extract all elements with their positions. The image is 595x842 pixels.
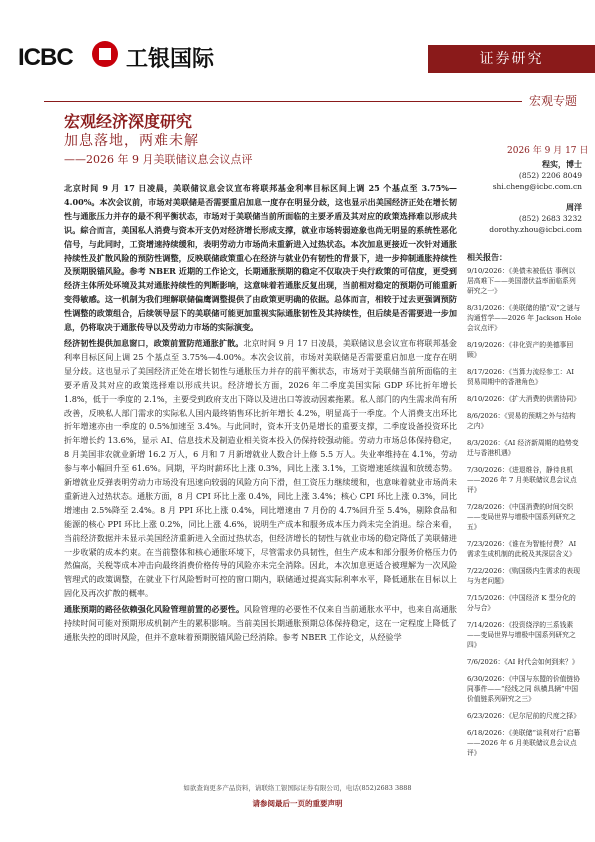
related-report-title: 《非化资产的美德事回顾》	[467, 341, 574, 359]
related-report-title: 《中国经济 K 型分化的分与合》	[467, 594, 576, 612]
sub-label: 宏观专题	[528, 94, 577, 108]
icbci-logo-cn: 工银国际	[126, 47, 215, 72]
related-report-date: 7/30/2026：	[467, 466, 509, 474]
footer-contact: 如欲查询更多产品资料，请联络工银国际证券有限公司，电话(852)2683 3888	[183, 784, 412, 792]
related-report-title: 《美联储的锚“双”之谜与沟通哲学——2026 年 Jackson Hole 会议点评》	[467, 304, 582, 332]
analyst-1-phone: (852) 2206 8049	[518, 171, 582, 180]
related-report-title: 《中国与东盟的价值链协同事件——“经线之同 纵横具辆”中国价值链系列研究之三》	[467, 675, 581, 703]
related-report-item[interactable]	[467, 465, 582, 495]
related-report-date: 8/3/2026：	[467, 439, 505, 447]
related-report-title: 《美联储“谈利对行”启幕——2026 年 6 月美联储议息会议点评》	[467, 729, 581, 757]
related-report-date: 7/14/2026：	[467, 621, 509, 629]
related-report-date: 6/18/2026：	[467, 729, 509, 737]
related-report-date: 7/6/2026：	[467, 658, 505, 666]
related-report-item[interactable]	[467, 566, 582, 586]
related-report-date: 7/22/2026：	[467, 567, 509, 575]
paragraph-1-lead: 经济韧性提供加息窗口，政策前置防范通胀扩散。	[64, 337, 244, 348]
related-report-title: 《尼尔尼前的尺度之择》	[508, 712, 581, 720]
related-report-item[interactable]	[467, 711, 582, 721]
related-report-title: 《谁在为智能付费？ AI 需求生成机制的此税及其深层含义》	[467, 540, 577, 558]
related-report-date: 8/17/2026：	[467, 368, 509, 376]
icbc-logo-text: ICBC	[18, 44, 73, 71]
analyst-2-phone: (852) 2683 3232	[518, 214, 582, 223]
paragraph-2	[64, 603, 457, 645]
related-report-item[interactable]	[467, 367, 582, 387]
related-report-date: 8/10/2026：	[467, 395, 509, 403]
related-report-date: 7/15/2026：	[467, 594, 509, 602]
analyst-2-name: 周洋	[566, 202, 582, 212]
analyst-1-name: 程实，博士	[542, 159, 582, 169]
analyst-1-email[interactable]: shi.cheng@icbc.com.cn	[492, 182, 582, 191]
related-report-item[interactable]	[467, 674, 582, 704]
related-report-item[interactable]	[467, 620, 582, 650]
paragraph-1-body: 北京时间 9 月 17 日凌晨，美联储议息会议宣布将联邦基金利率目标区间上调 25 个基点至 3.75%—4.00%。本次会议前，市场对美联储是否需要重启加息一度存在明显分歧。这也显示了美国经济正处在增长韧性与通胀压力并存的前平衡状态，市场对于美联储当前所面临的主要矛盾及其对应的政策选择难以形成共识。经济增长方面，2026 年二季度美国实际 GDP 环比折年增长 1.8%，低于一季度的 2.1%，主要受到政府支出下降以及进出口等波动因素拖累。私人部门的内生需求尚有所改善，反映私人部门需求的实际私人国内最终销售环比折年增长 4.2%，明显高于一季度。个人消费支出环比折年增速亦由一季度的 0.5%加速至 3.4%。与此同时，资本开支仍是增长的重要支撑，二季度设备投资环比折年增长约 13.6%，显示 AI、信息技术及制造业相关资本投入仍保持较强动能。劳动力市场总体保持稳定，8 月美国非农就业新增 16.2 万人，6 月和 7 月新增就业人数合计上修 5.5 万人。失业率维持在 4.1%，劳动参与率小幅回升至 61.6%。同期，平均时薪环比上涨 0.3%，同比上涨 3.1%，工资增速延续温和放缓态势。新增就业反弹表明劳动力市场没有迅速向较弱的风险方向下滑，但工资压力继续缓和，也意味着就业市场尚未重新进入过热状态。通胀方面，8 月 CPI 环比上涨 0.4%，同比上涨 3.4%；核心 CPI 环比上涨 0.3%，同比增速由 2.5%降至 2.4%。8 月 PPI 环比上涨 0.4%，同比增速由 7 月份的 4.7%回升至 5.4%，剔除食品和能源的核心 PPI 环比上涨 0.2%，同比上涨 4.6%，说明生产成本和服务成本压力尚未完全消退。综合来看，当前经济数据并未显示美国经济重新进入全面过热状态，但经济增长的韧性与就业市场的稳定降低了美联储进一步收紧的成本约束。在当前整体和核心通胀环境下，尽管需求仍具韧性，但生产成本和部分服务价格压力仍然偏高，关税等成本冲击向最终消费价格传导的风险亦未完全消除。因此，本次加息更适合被理解为一次风险管理式的政策调整，在就业下行风险暂时可控的窗口期内，联储通过提高实际利率水平，降低通胀在目标以上固化及再次扩散的概率。	[64, 337, 458, 599]
main-body	[64, 182, 457, 647]
report-subsubtitle: ——2026 年 9 月美联储议息会议点评	[64, 153, 253, 166]
related-report-item[interactable]	[467, 502, 582, 532]
related-report-title: 《AI 时代会如何到来？》	[504, 658, 579, 666]
paragraph-2-body: 风险管理的必要性不仅来自当前通胀水平中，也来自高通胀持续时间可能对预期形成机制产生的累积影响。当前美国长期通胀预期总体保持稳定，这在一定程度上降低了通胀失控的即时风险，但并不意味着预期脱锚风险已经消除。参考 NBER 工作论文，从经验学	[64, 604, 457, 642]
related-report-title: 《贸易的预期之外与结构之内》	[467, 412, 576, 430]
related-reports-heading: 相关报告：	[467, 252, 507, 262]
header-rule	[44, 101, 522, 102]
related-report-date: 7/23/2026：	[467, 540, 509, 548]
report-title: 宏观经济深度研究	[64, 112, 193, 131]
related-report-date: 7/28/2026：	[467, 503, 509, 511]
related-report-date: 8/19/2026：	[467, 341, 509, 349]
related-report-item[interactable]	[467, 438, 582, 458]
related-report-title: 《AI 经济新周期的趋势变迁与香港机遇》	[467, 439, 579, 457]
footer-disclaimer-link[interactable]: 请参阅最后一页的重要声明	[252, 799, 343, 808]
report-date: 2026 年 9 月 17 日	[507, 146, 589, 156]
related-report-item[interactable]	[467, 340, 582, 360]
related-report-item[interactable]	[467, 539, 582, 559]
related-report-title: 《投资绕浮的三系钱素——变局世界与增极中国系列研究之四》	[467, 621, 576, 649]
related-report-title: 《进退维谷，静待良机——2026 年 7 月美联储议息会议点评》	[467, 466, 577, 494]
related-report-date: 9/10/2026：	[467, 267, 509, 275]
related-report-title: 《美债未被低估 事例以居高难下——美国潜伏益率面临系列研究之一》	[467, 267, 576, 295]
related-report-date: 6/23/2026：	[467, 712, 509, 720]
paragraph-1	[64, 337, 457, 601]
related-report-item[interactable]	[467, 728, 582, 758]
related-report-date: 6/30/2026：	[467, 675, 509, 683]
icbc-seal-icon	[92, 41, 118, 67]
paragraph-2-lead: 通胀预期的路径依赖强化风险管理前置的必要性。	[64, 604, 245, 615]
related-report-title: 《中国消费的时间交织——变局世界与增极中国系列研究之五》	[467, 503, 576, 531]
related-report-item[interactable]	[467, 303, 582, 333]
related-report-item[interactable]	[467, 411, 582, 431]
analyst-2-email[interactable]: dorothy.zhou@icbci.com	[489, 225, 582, 234]
related-report-item[interactable]	[467, 593, 582, 613]
related-report-item[interactable]	[467, 266, 582, 296]
related-report-item[interactable]	[467, 657, 582, 667]
related-reports-list	[467, 266, 582, 765]
related-report-title: 《购国级内生需求的表现与为老问题》	[467, 567, 581, 585]
related-report-date: 8/31/2026：	[467, 304, 509, 312]
section-banner: 证券研究	[428, 45, 595, 73]
related-report-title: 《扩大消费的供需协同》	[508, 395, 581, 403]
related-report-title: 《当算力流经参工：AI 贸易周期中的香港角色》	[467, 368, 575, 386]
report-subtitle: 加息落地，两难未解	[64, 133, 199, 149]
summary-paragraph: 北京时间 9 月 17 日凌晨，美联储议息会议宣布将联邦基金利率目标区间上调 25 个基点至 3.75%—4.00%。本次会议前，市场对美联储是否需要重启加息一度存在明显分歧，这也显示出美国经济正处在增长韧性与通胀压力并存的最不利平衡状态，市场对于美联储当前所面临的主要矛盾及其对应的政策选择难以形成共识。綜合而言，美国私人消费与资本开支仍对经济增长形成支撑，就业市场转弱迹象也尚无明显的系统性恶化信号，与此同时，工资增速持续缓和，表明劳动力市场尚未重新进入过热状态。本次加息更接近一次针对通胀持续性及扩散风险的预防性调整，反映联储政策重心在经济与就业仍有韧性的背景下，进一步抑制通胀持续性及预期脱锚风险。参考 NBER 近期的工作论文，长期通胀预期的稳定不仅取决于央行政策的可信度，更受到经济主体所处环境及其对通胀持续性的判断影响，这意味着若通胀反复出现，当前相对稳定的预期仍可能重新变得敏感。这一机制为我们理解联储偏鹰调整提供了由政策更明确的依据。总体而言，相较于过去更强调预防性调整的政策组合，后续领导层下的美联储可能更加重视实际通胀韧性及其持续性，但后续是否需要进一步加息，仍将取决于通胀传导以及劳动力市场的实际演变。	[64, 183, 457, 333]
analyst-panel	[467, 159, 582, 235]
related-report-item[interactable]	[467, 394, 582, 404]
related-report-date: 8/6/2026：	[467, 412, 505, 420]
